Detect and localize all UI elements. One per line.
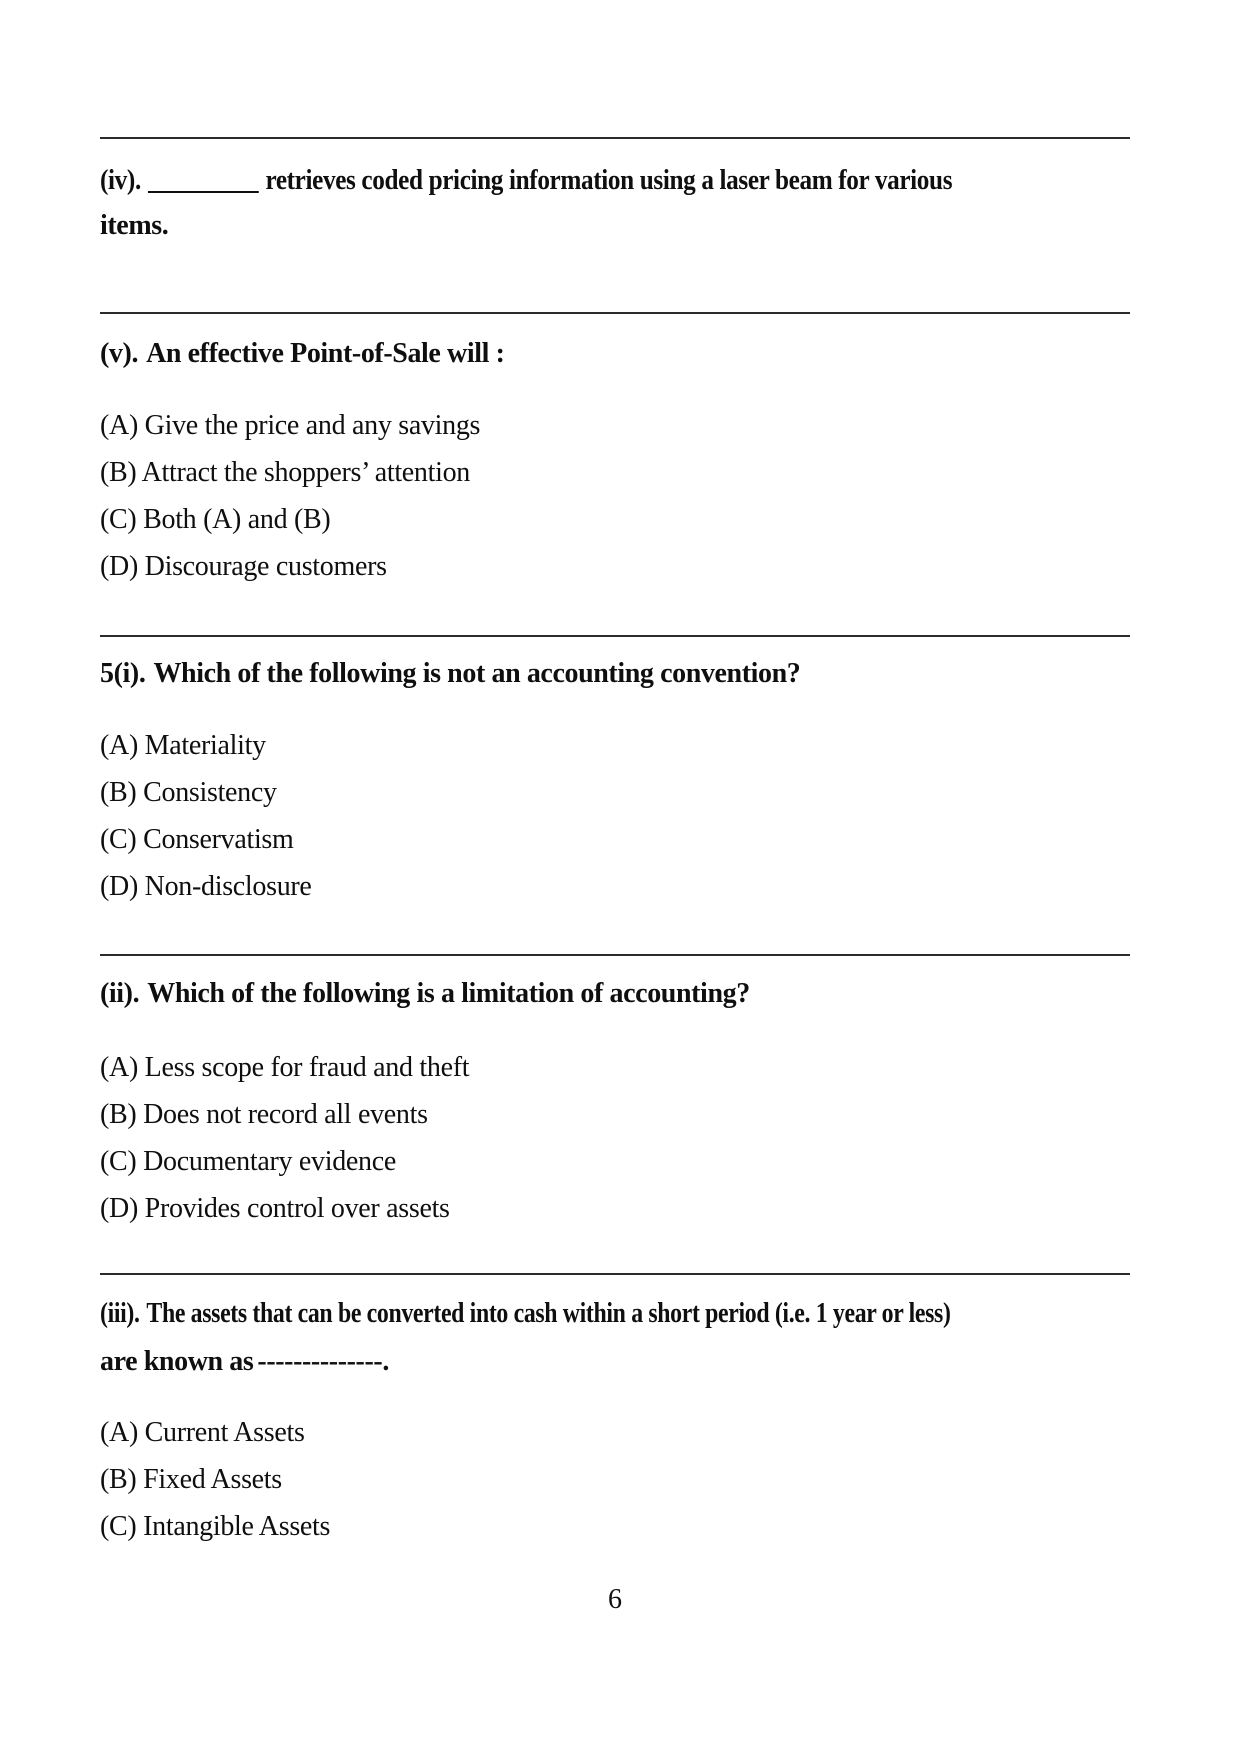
option-item: (B) Consistency bbox=[100, 777, 277, 808]
option-item: (D) Provides control over assets bbox=[100, 1193, 450, 1224]
option-item: (B) Fixed Assets bbox=[100, 1464, 282, 1495]
question-iv-line-2: items. bbox=[100, 210, 169, 241]
section-divider bbox=[100, 312, 1130, 314]
question-iii-options bbox=[100, 1409, 1130, 1550]
page-number: 6 bbox=[608, 1584, 622, 1615]
question-iii-heading bbox=[100, 1290, 1130, 1386]
question-number: (iv). bbox=[100, 165, 141, 196]
option-item: (C) Documentary evidence bbox=[100, 1146, 397, 1177]
option-item: (B) Does not record all events bbox=[100, 1099, 428, 1130]
question-iv-line-1 bbox=[100, 158, 1027, 203]
option-item: (A) Less scope for fraud and theft bbox=[100, 1052, 470, 1083]
fill-in-blank: --------------. bbox=[257, 1346, 389, 1377]
option-item: (A) Give the price and any savings bbox=[100, 410, 481, 441]
option-item: (B) Attract the shoppers’ attention bbox=[100, 457, 470, 488]
question-iii-line-2 bbox=[100, 1338, 1130, 1386]
option-item: (A) Current Assets bbox=[100, 1417, 305, 1448]
section-divider bbox=[100, 1273, 1130, 1275]
question-iv-heading bbox=[100, 158, 1130, 248]
question-number: (iii). bbox=[100, 1298, 140, 1329]
question-text: An effective Point-of-Sale will : bbox=[146, 338, 505, 369]
option-item: (C) Conservatism bbox=[100, 824, 294, 855]
question-5i-options bbox=[100, 722, 1130, 910]
question-text: Which of the following is a limitation of accounting? bbox=[147, 978, 750, 1009]
fill-in-blank: _________ bbox=[148, 165, 259, 196]
question-text: The assets that can be converted into cash within a short period (i.e. 1 year or less) bbox=[146, 1298, 951, 1329]
question-ii-heading bbox=[100, 971, 1130, 1016]
question-text: retrieves coded pricing information using a laser beam for various bbox=[265, 165, 953, 196]
question-text: Which of the following is not an accounting convention? bbox=[153, 658, 801, 689]
question-ii-options bbox=[100, 1044, 1130, 1232]
section-divider bbox=[100, 635, 1130, 637]
section-divider bbox=[100, 954, 1130, 956]
document-page-content bbox=[100, 0, 1130, 1615]
question-number: (v). bbox=[100, 338, 139, 369]
question-5i-heading bbox=[100, 651, 1130, 696]
question-text: are known as bbox=[100, 1346, 254, 1377]
option-item: (C) Intangible Assets bbox=[100, 1511, 331, 1542]
section-divider bbox=[100, 137, 1130, 139]
option-item: (D) Discourage customers bbox=[100, 551, 387, 582]
question-number: 5(i). bbox=[100, 658, 146, 689]
question-v-options bbox=[100, 402, 1130, 590]
question-v-heading bbox=[100, 331, 1130, 376]
question-number: (ii). bbox=[100, 978, 140, 1009]
option-item: (D) Non-disclosure bbox=[100, 871, 312, 902]
option-item: (A) Materiality bbox=[100, 730, 266, 761]
option-item: (C) Both (A) and (B) bbox=[100, 504, 331, 535]
question-iii-line-1 bbox=[100, 1290, 976, 1338]
